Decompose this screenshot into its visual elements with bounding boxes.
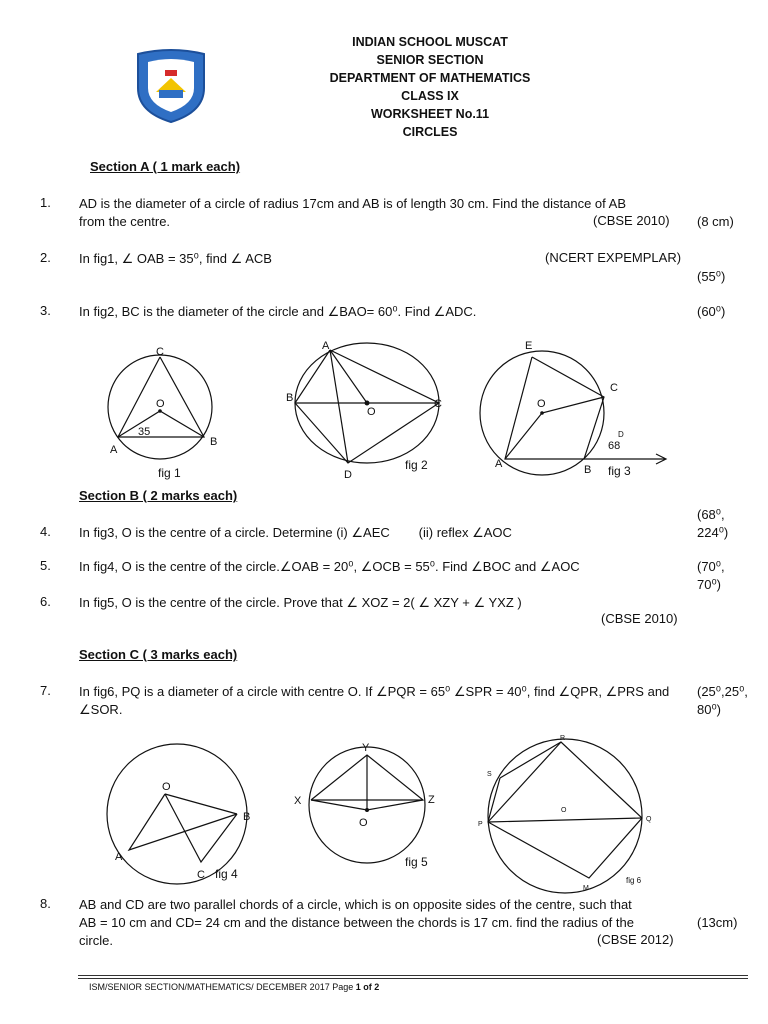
footer-of: of bbox=[360, 982, 375, 992]
fig6-label-m: M bbox=[583, 885, 589, 892]
q7-answer-line2: 80⁰) bbox=[697, 702, 722, 717]
fig1-caption: fig 1 bbox=[158, 466, 181, 480]
fig2-diagram bbox=[286, 340, 442, 481]
fig6-label-r: R bbox=[560, 735, 566, 742]
fig3-caption: fig 3 bbox=[608, 464, 631, 478]
fig6-diagram bbox=[478, 735, 652, 893]
footer-total: 2 bbox=[374, 982, 380, 992]
page-footer bbox=[89, 982, 379, 992]
fig2-label-o: O bbox=[367, 406, 376, 418]
fig3-label-b: B bbox=[584, 464, 592, 476]
q1-text-line1: AD is the diameter of a circle of radius 17cm and AB is of length 30 cm. Find the distance of AB bbox=[79, 196, 627, 211]
q4-answer-line1: (68⁰, bbox=[697, 507, 725, 522]
q4-answer-line2: 224⁰) bbox=[697, 525, 729, 540]
fig5-label-o: O bbox=[359, 817, 368, 829]
fig4-label-b: B bbox=[243, 811, 251, 823]
fig3-label-d: D bbox=[618, 430, 624, 439]
q8-number: 8. bbox=[40, 896, 51, 911]
q6-text: In fig5, O is the centre of the circle. Prove that ∠ XOZ = 2( ∠ XZY + ∠ YXZ ) bbox=[79, 595, 522, 610]
figures-row-2 bbox=[105, 730, 665, 895]
q4-text: In fig3, O is the centre of a circle. Determine (i) ∠AEC (ii) reflex ∠AOC bbox=[79, 525, 512, 540]
q5-text: In fig4, O is the centre of the circle.∠OAB = 20⁰, ∠OCB = 55⁰. Find ∠BOC and ∠AOC bbox=[79, 559, 580, 574]
q1-source: (CBSE 2010) bbox=[593, 213, 670, 228]
fig5-label-y: Y bbox=[362, 742, 370, 754]
q3-text: In fig2, BC is the diameter of the circle and ∠BAO= 60⁰. Find ∠ADC. bbox=[79, 304, 477, 319]
figures-row-1 bbox=[100, 335, 680, 485]
section-a-heading: Section A ( 1 mark each) bbox=[90, 159, 241, 174]
fig2-label-c: C bbox=[434, 398, 442, 410]
footer-page: 1 bbox=[355, 982, 361, 992]
fig6-label-p: P bbox=[478, 821, 483, 828]
q7-answer-line1: (25⁰,25⁰, bbox=[697, 684, 748, 699]
section-name: SENIOR SECTION bbox=[376, 53, 484, 67]
q2-answer: (55⁰) bbox=[697, 269, 726, 284]
q1-number: 1. bbox=[40, 195, 51, 210]
q6-source: (CBSE 2010) bbox=[601, 611, 678, 626]
department-name: DEPARTMENT OF MATHEMATICS bbox=[329, 71, 531, 85]
fig3-label-a: A bbox=[495, 458, 503, 470]
fig6-label-q: Q bbox=[646, 816, 652, 823]
fig5-diagram bbox=[294, 742, 435, 869]
q6-number: 6. bbox=[40, 594, 51, 609]
fig6-label-o: O bbox=[561, 807, 567, 814]
school-name: INDIAN SCHOOL MUSCAT bbox=[352, 35, 508, 49]
fig1-diagram bbox=[108, 346, 217, 480]
fig4-label-c: C bbox=[197, 869, 205, 881]
fig6-caption: fig 6 bbox=[626, 876, 642, 885]
fig2-caption: fig 2 bbox=[405, 458, 428, 472]
fig4-label-o: O bbox=[162, 781, 171, 793]
q8-source: (CBSE 2012) bbox=[597, 932, 674, 947]
worksheet-number: WORKSHEET No.11 bbox=[370, 107, 490, 121]
q7-text-line2: ∠SOR. bbox=[79, 702, 123, 717]
fig3-label-o: O bbox=[537, 398, 546, 410]
class-name: CLASS IX bbox=[401, 89, 459, 103]
q8-text-line3: circle. bbox=[79, 933, 113, 948]
fig1-angle: 35 bbox=[138, 426, 151, 438]
worksheet-topic: CIRCLES bbox=[402, 125, 458, 139]
fig2-label-d: D bbox=[344, 469, 352, 481]
fig5-caption: fig 5 bbox=[405, 855, 428, 869]
footer-rule-top bbox=[78, 975, 748, 976]
fig6-label-s: S bbox=[487, 771, 492, 778]
fig1-label-a: A bbox=[110, 444, 118, 456]
q7-text-line1: In fig6, PQ is a diameter of a circle with centre O. If ∠PQR = 65⁰ ∠SPR = 40⁰, find ∠QPR, ∠PRS and bbox=[79, 684, 670, 699]
fig4-label-a: A bbox=[115, 851, 123, 863]
q2-source: (NCERT EXPEMPLAR) bbox=[545, 250, 682, 265]
footer-text: ISM/SENIOR SECTION/MATHEMATICS/ DECEMBER 2017 Page bbox=[89, 982, 356, 992]
fig4-caption: fig 4 bbox=[215, 867, 238, 881]
school-logo bbox=[130, 48, 212, 124]
footer-rule-bottom bbox=[78, 978, 748, 979]
fig4-diagram bbox=[107, 744, 250, 884]
q8-text-line2: AB = 10 cm and CD= 24 cm and the distance between the chords is 17 cm. find the radius of the bbox=[79, 915, 634, 930]
fig2-label-b: B bbox=[286, 392, 294, 404]
q8-answer: (13cm) bbox=[697, 915, 738, 930]
fig1-label-c: C bbox=[156, 346, 164, 358]
fig1-label-o: O bbox=[156, 398, 165, 410]
q5-answer-line2: 70⁰) bbox=[697, 577, 722, 592]
q4-number: 4. bbox=[40, 524, 51, 539]
fig3-angle: 68 bbox=[608, 440, 621, 452]
fig3-diagram bbox=[480, 340, 666, 478]
q8-text-line1: AB and CD are two parallel chords of a circle, which is on opposite sides of the centre, such that bbox=[79, 897, 632, 912]
fig3-label-c: C bbox=[610, 382, 618, 394]
section-c-heading: Section C ( 3 marks each) bbox=[79, 647, 238, 662]
fig5-label-z: Z bbox=[428, 794, 435, 806]
fig2-label-a: A bbox=[322, 340, 330, 352]
q2-number: 2. bbox=[40, 250, 51, 265]
q1-text-line2: from the centre. bbox=[79, 214, 171, 229]
fig3-label-e: E bbox=[525, 340, 533, 352]
q3-answer: (60⁰) bbox=[697, 304, 726, 319]
fig1-label-b: B bbox=[210, 436, 218, 448]
q1-answer: (8 cm) bbox=[697, 214, 734, 229]
q5-number: 5. bbox=[40, 558, 51, 573]
fig5-label-x: X bbox=[294, 795, 302, 807]
q3-number: 3. bbox=[40, 303, 51, 318]
q5-answer-line1: (70⁰, bbox=[697, 559, 725, 574]
q2-text: In fig1, ∠ OAB = 35⁰, find ∠ ACB bbox=[79, 251, 272, 266]
q7-number: 7. bbox=[40, 683, 51, 698]
section-b-heading: Section B ( 2 marks each) bbox=[79, 488, 238, 503]
